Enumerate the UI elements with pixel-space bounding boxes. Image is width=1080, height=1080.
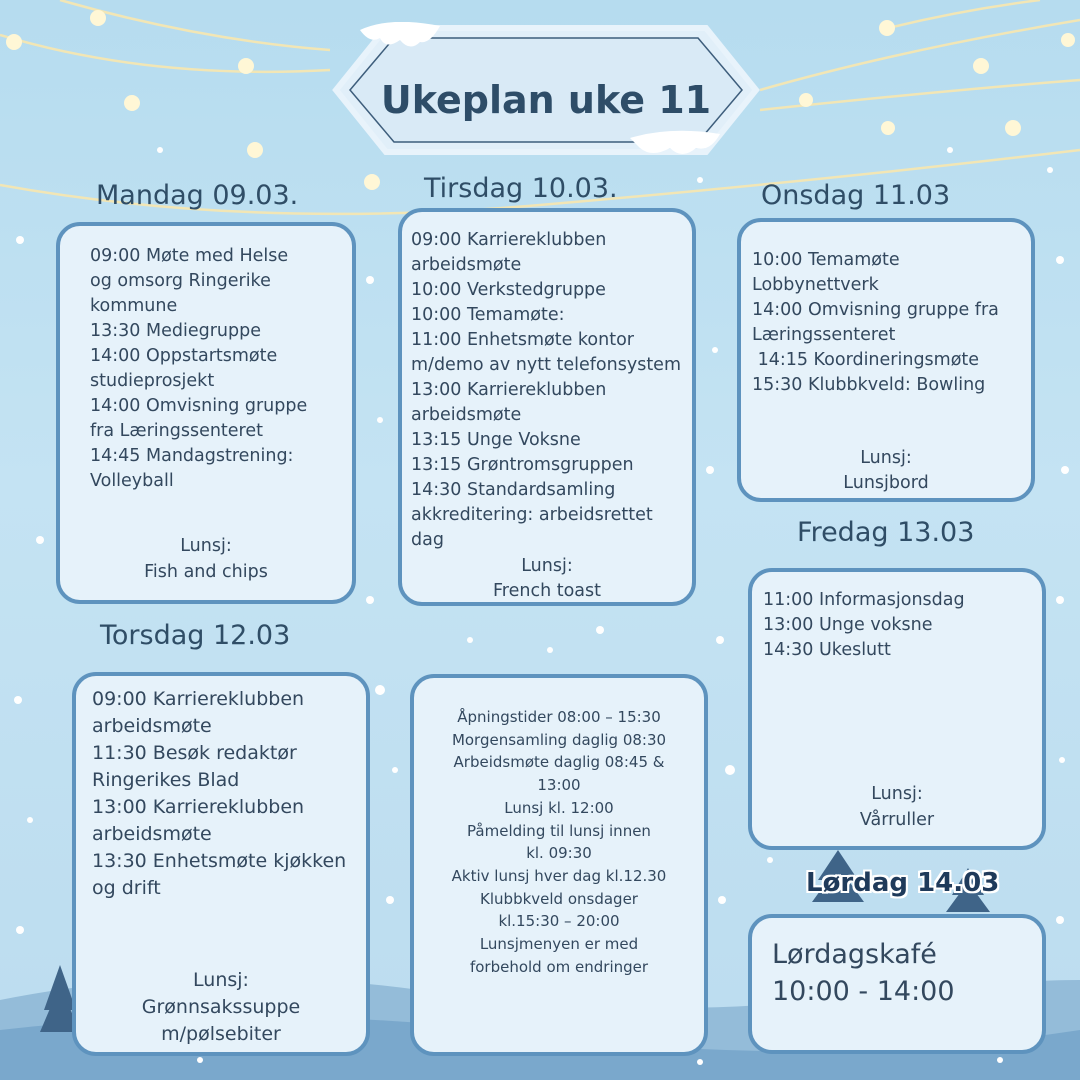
thursday-card [72, 672, 370, 1056]
info-line: Klubbkveld onsdager [480, 889, 638, 908]
info-line: kl.15:30 – 20:00 [498, 912, 620, 931]
thursday-lunch-dish-line-2: m/pølsebiter [161, 1023, 281, 1045]
event-line: Volleyball [90, 471, 174, 491]
page-title: Ukeplan uke 11 [380, 78, 712, 122]
event-line: 13:30 Mediegruppe [90, 321, 261, 341]
event-line: 14:00 Omvisning gruppe fra [752, 300, 999, 320]
event-line: 13:30 Enhetsmøte kjøkken [92, 850, 347, 872]
event-line: 09:00 Karriereklubben [411, 230, 607, 250]
saturday-line-1: Lørdagskafé [772, 939, 937, 970]
info-line: Åpningstider 08:00 – 15:30 [457, 708, 661, 726]
event-line: dag [411, 530, 444, 550]
event-line: 10:00 Verkstedgruppe [411, 280, 606, 300]
saturday-card [748, 914, 1046, 1054]
event-line: 14:15 Koordineringsmøte [752, 350, 980, 370]
event-line: 10:00 Temamøte: [411, 305, 565, 325]
saturday-line-2: 10:00 - 14:00 [772, 976, 955, 1007]
thursday-lunch-dish-line-1: Grønnsakssuppe [141, 996, 301, 1018]
event-line: kommune [90, 296, 178, 316]
title-banner [330, 22, 762, 158]
info-line: 13:00 [537, 776, 581, 795]
event-line: 15:30 Klubbkveld: Bowling [752, 375, 986, 395]
wednesday-lunch-dish: Lunsjbord [843, 473, 929, 493]
general-info-card [410, 674, 708, 1056]
event-line: 14:30 Standardsamling [411, 480, 616, 500]
event-line: Læringssenteret [752, 325, 896, 345]
event-line: 14:00 Omvisning gruppe [90, 396, 308, 416]
thursday-heading: Torsdag 12.03 [100, 620, 291, 651]
event-line: 13:00 Karriereklubben [411, 380, 607, 400]
event-line: arbeidsmøte [92, 715, 212, 737]
event-line: 14:45 Mandagstrening: [90, 446, 294, 466]
event-line: 14:30 Ukeslutt [763, 640, 891, 660]
info-line: Aktiv lunsj hver dag kl.12.30 [451, 866, 667, 885]
info-line: Lunsj kl. 12:00 [504, 798, 614, 817]
info-line: kl. 09:30 [526, 844, 592, 863]
saturday-heading: Lørdag 14.03 [806, 868, 1000, 898]
event-line: og omsorg Ringerike [90, 271, 271, 291]
tuesday-card [398, 208, 696, 606]
friday-lunch-dish: Vårruller [859, 810, 935, 830]
event-line: 14:00 Oppstartsmøte [90, 346, 278, 366]
info-line: Påmelding til lunsj innen [467, 821, 651, 840]
event-line: Lobbynettverk [752, 275, 879, 295]
event-line: arbeidsmøte [411, 405, 522, 425]
monday-card [56, 222, 356, 604]
event-line: 09:00 Møte med Helse [90, 246, 289, 266]
event-line: og drift [92, 877, 161, 899]
event-line: m/demo av nytt telefonsystem [411, 355, 681, 375]
event-line: 11:00 Enhetsmøte kontor [411, 330, 634, 350]
info-line: Arbeidsmøte daglig 08:45 & [453, 753, 665, 772]
event-line: 11:30 Besøk redaktør [92, 742, 297, 764]
friday-card [748, 568, 1046, 850]
info-line: Morgensamling daglig 08:30 [451, 730, 667, 749]
general-info-list [414, 706, 704, 978]
info-line: Lunsjmenyen er med [479, 935, 639, 954]
event-line: 13:00 Unge voksne [763, 615, 933, 635]
monday-heading: Mandag 09.03. [96, 180, 299, 211]
info-line: forbehold om endringer [469, 957, 649, 976]
tuesday-event-list [411, 228, 681, 553]
event-line: 10:00 Temamøte [752, 250, 900, 270]
friday-event-list [763, 588, 965, 663]
tuesday-heading: Tirsdag 10.03. [424, 173, 618, 204]
event-line: Ringerikes Blad [92, 769, 240, 791]
event-line: fra Læringssenteret [90, 421, 263, 441]
monday-lunch-dish: Fish and chips [144, 562, 268, 582]
friday-lunch-label: Lunsj: [871, 784, 923, 804]
monday-event-list [90, 244, 307, 494]
friday-heading: Fredag 13.03 [797, 517, 975, 548]
event-line: 13:15 Grøntromsgruppen [411, 455, 634, 475]
event-line: akkreditering: arbeidsrettet [411, 505, 653, 525]
thursday-event-list [92, 686, 346, 902]
thursday-lunch-dish [76, 994, 366, 1048]
event-line: arbeidsmøte [411, 255, 522, 275]
thursday-lunch-label: Lunsj: [193, 969, 249, 991]
event-line: arbeidsmøte [92, 823, 212, 845]
tuesday-lunch-label: Lunsj: [521, 556, 573, 576]
saturday-text [772, 936, 955, 1010]
monday-lunch-label: Lunsj: [180, 536, 232, 556]
event-line: 13:00 Karriereklubben [92, 796, 305, 818]
event-line: 13:15 Unge Voksne [411, 430, 581, 450]
event-line: studieprosjekt [90, 371, 215, 391]
event-line: 09:00 Karriereklubben [92, 688, 305, 710]
wednesday-card [737, 218, 1035, 502]
event-line: 11:00 Informasjonsdag [763, 590, 965, 610]
wednesday-lunch-label: Lunsj: [860, 448, 912, 468]
wednesday-event-list [752, 248, 999, 398]
tuesday-lunch-dish: French toast [492, 581, 601, 601]
wednesday-heading: Onsdag 11.03 [761, 180, 951, 211]
